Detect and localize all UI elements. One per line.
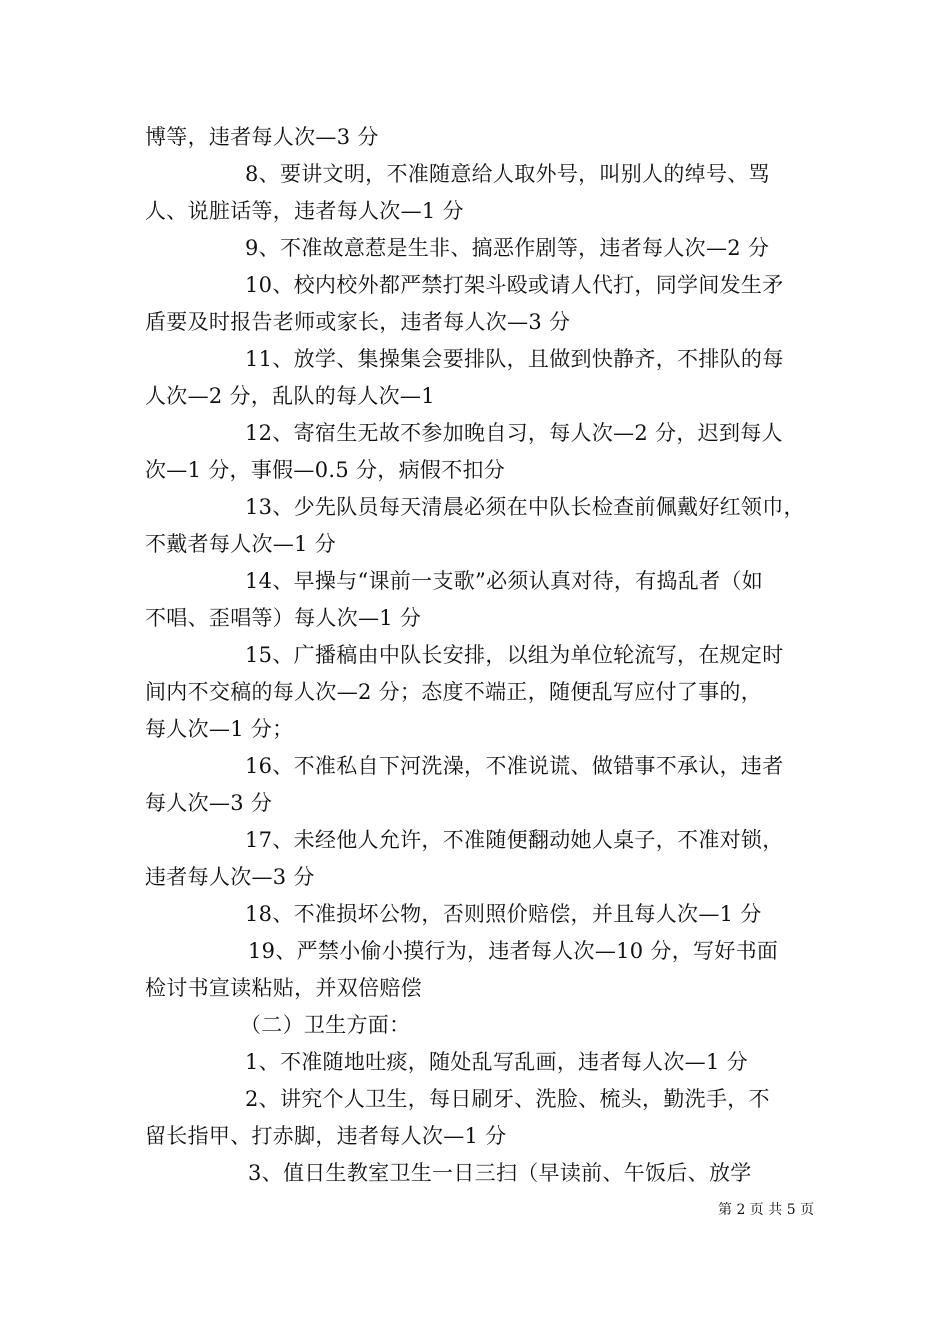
page-number-footer: 第 2 页 共 5 页 [718, 1202, 815, 1218]
text-line: 不唱、歪唱等）每人次—1 分 [145, 606, 422, 630]
text-line: 9、不准故意惹是生非、搞恶作剧等，违者每人次—2 分 [245, 236, 770, 260]
text-line: 间内不交稿的每人次—2 分；态度不端正，随便乱写应付了事的， [145, 680, 763, 704]
text-line: 留长指甲、打赤脚，违者每人次—1 分 [145, 1124, 507, 1148]
text-line: 每人次—3 分 [145, 791, 273, 815]
text-line: 14、早操与“课前一支歌”必须认真对待，有捣乱者（如 [245, 569, 763, 593]
text-line: 8、要讲文明，不准随意给人取外号，叫别人的绰号、骂 [245, 162, 770, 186]
text-line: 2、讲究个人卫生，每日刷牙、洗脸、梳头，勤洗手，不 [245, 1087, 770, 1111]
text-line: 每人次—1 分； [145, 717, 294, 741]
text-line: 12、寄宿生无故不参加晚自习，每人次—2 分，迟到每人 [245, 421, 783, 445]
text-line: 10、校内校外都严禁打架斗殴或请人代打，同学间发生矛 [245, 273, 784, 297]
text-line: 15、广播稿由中队长安排，以组为单位轮流写，在规定时 [245, 643, 784, 667]
text-line: 3、值日生教室卫生一日三扫（早读前、午饭后、放学 [248, 1161, 752, 1185]
text-line: 人次—2 分，乱队的每人次—1 [145, 384, 435, 408]
text-line: 次—1 分，事假—0.5 分，病假不扣分 [145, 458, 506, 482]
text-line: 18、不准损坏公物，否则照价赔偿，并且每人次—1 分 [245, 902, 762, 926]
text-line: 13、少先队员每天清晨必须在中队长检查前佩戴好红领巾， [245, 495, 805, 519]
text-line: 11、放学、集操集会要排队，且做到快静齐，不排队的每 [245, 347, 784, 371]
text-line: 违者每人次—3 分 [145, 865, 315, 889]
text-line: 人、说脏话等，违者每人次—1 分 [145, 199, 464, 223]
text-line: 盾要及时报告老师或家长，违者每人次—3 分 [145, 310, 571, 334]
text-line: 17、未经他人允许，不准随便翻动她人桌子，不准对锁， [245, 828, 784, 852]
text-line: 博等，违者每人次—3 分 [145, 125, 379, 149]
section-heading: （二）卫生方面： [240, 1013, 411, 1037]
text-line: 19、严禁小偷小摸行为，违者每人次—10 分，写好书面 [248, 939, 779, 963]
text-line: 不戴者每人次—1 分 [145, 532, 337, 556]
text-line: 16、不准私自下河洗澡，不准说谎、做错事不承认，违者 [245, 754, 784, 778]
text-line: 检讨书宣读粘贴，并双倍赔偿 [145, 976, 422, 1000]
text-line: 1、不准随地吐痰，随处乱写乱画，违者每人次—1 分 [245, 1050, 748, 1074]
